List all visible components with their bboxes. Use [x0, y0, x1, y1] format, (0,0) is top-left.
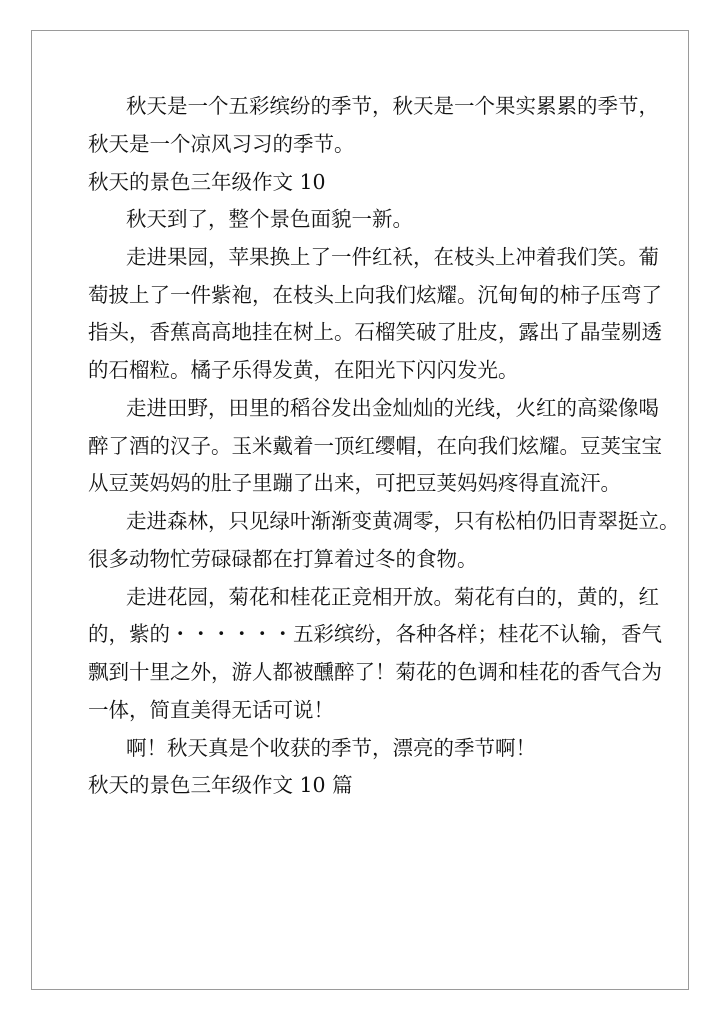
text-line: 从豆荚妈妈的肚子里蹦了出来，可把豆荚妈妈疼得直流汗。 — [88, 471, 621, 495]
text-line: 指头，香蕉高高地挂在树上。石榴笑破了肚皮，露出了晶莹剔透 — [88, 320, 662, 344]
text-line: 秋天到了，整个景色面貌一新。 — [126, 207, 413, 231]
text-line: 走进花园，菊花和桂花正竞相开放。菊花有白的，黄的，红 — [126, 585, 659, 609]
text-line: 醉了酒的汉子。玉米戴着一顶红缨帽，在向我们炫耀。豆荚宝宝 — [88, 434, 662, 458]
text-line: 秋天是一个五彩缤纷的季节，秋天是一个果实累累的季节， — [126, 94, 659, 118]
text-line: 走进森林，只见绿叶渐渐变黄凋零，只有松柏仍旧青翠挺立。 — [126, 509, 680, 533]
text-line: 飘到十里之外，游人都被醺醉了！菊花的色调和桂花的香气合为 — [88, 660, 662, 684]
section-title: 秋天的景色三年级作文 10 篇 — [88, 773, 353, 797]
text-line: 的，紫的・・・・・・五彩缤纷，各种各样；桂花不认输，香气 — [88, 622, 662, 646]
text-line: 很多动物忙劳碌碌都在打算着过冬的食物。 — [88, 547, 478, 571]
text-line: 的石榴粒。橘子乐得发黄，在阳光下闪闪发光。 — [88, 358, 519, 382]
section-title: 秋天的景色三年级作文 10 — [88, 170, 326, 194]
text-line: 萄披上了一件紫袍，在枝头上向我们炫耀。沉甸甸的柿子压弯了 — [88, 283, 662, 307]
text-line: 一体，简直美得无话可说！ — [88, 698, 334, 722]
text-line: 走进果园，苹果换上了一件红袄，在枝头上冲着我们笑。葡 — [126, 245, 659, 269]
text-line: 啊！秋天真是个收获的季节，漂亮的季节啊！ — [126, 736, 536, 760]
text-line: 秋天是一个凉风习习的季节。 — [88, 132, 355, 156]
text-line: 走进田野，田里的稻谷发出金灿灿的光线，火红的高粱像喝 — [126, 396, 659, 420]
